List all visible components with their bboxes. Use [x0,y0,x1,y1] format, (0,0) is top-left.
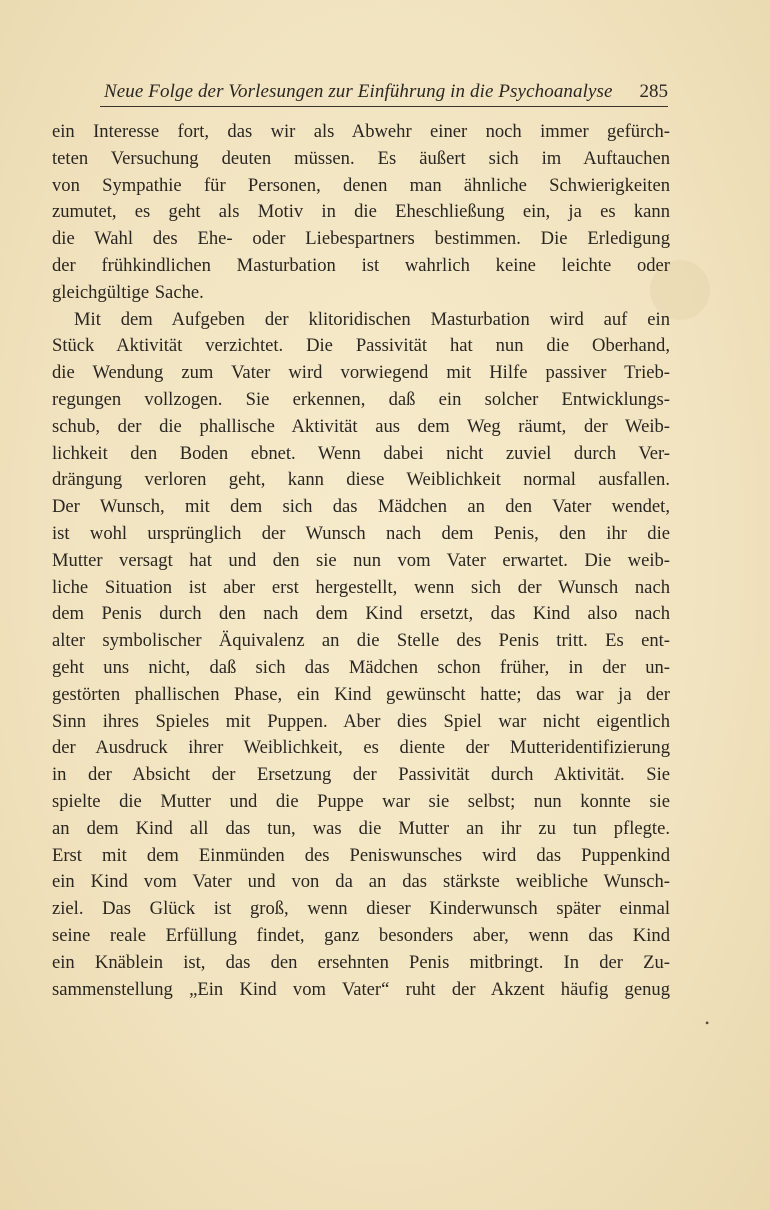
text-line: Mutter versagt hat und den sie nun vom Vater erwartet. Die weib- [52,549,670,571]
text-line: zumutet, es geht als Motiv in die Eheschließung ein, ja es kann [52,201,670,223]
running-header-title: Neue Folge der Vorlesungen zur Einführung in die Psychoanalyse [104,81,613,102]
text-line: geht uns nicht, daß sich das Mädchen schon früher, in der un- [52,656,670,678]
text-line: sammenstellung „Ein Kind vom Vater“ ruht der Akzent häufig genug [52,978,670,1000]
text-line: spielte die Mutter und die Puppe war sie selbst; nun konnte sie [52,790,670,812]
text-line: ein Interesse fort, das wir als Abwehr einer noch immer gefürch- [52,121,670,142]
text-line: Stück Aktivität verzichtet. Die Passivität hat nun die Oberhand, [52,335,670,357]
text-line: liche Situation ist aber erst hergestellt, wenn sich der Wunsch nach [52,576,670,598]
text-line: Sinn ihres Spieles mit Puppen. Aber dies Spiel war nicht eigentlich [52,710,670,732]
text-line: von Sympathie für Personen, denen man ähnliche Schwierigkeiten [52,174,670,196]
ink-speck: • [705,1016,710,1030]
text-line: der Ausdruck ihrer Weiblichkeit, es diente der Mutteridentifizierung [52,737,670,759]
body-text [52,119,670,1003]
text-line: teten Versuchung deuten müssen. Es äußert sich im Auftauchen [52,147,670,169]
page-number: 285 [639,81,668,102]
text-line-paragraph-end: gleichgültige Sache. [52,281,204,303]
text-line: drängung verloren geht, kann diese Weiblichkeit normal ausfallen. [52,469,670,491]
text-line: seine reale Erfüllung findet, ganz besonders aber, wenn das Kind [52,924,670,946]
text-line: ziel. Das Glück ist groß, wenn dieser Kinderwunsch später einmal [52,898,670,920]
text-line: Der Wunsch, mit dem sich das Mädchen an den Vater wendet, [52,496,670,518]
text-line: regungen vollzogen. Sie erkennen, daß ein solcher Entwicklungs- [52,388,670,410]
text-line: in der Absicht der Ersetzung der Passivität durch Aktivität. Sie [52,764,670,786]
running-header [100,78,668,107]
text-line: an dem Kind all das tun, was die Mutter an ihr zu tun pflegte. [52,817,670,839]
text-line: schub, der die phallische Aktivität aus dem Weg räumt, der Weib- [52,415,670,437]
text-line: ist wohl ursprünglich der Wunsch nach dem Penis, den ihr die [52,522,670,544]
text-line: dem Penis durch den nach dem Kind ersetzt, das Kind also nach [52,603,670,625]
text-line: alter symbolischer Äquivalenz an die Stelle des Penis tritt. Es ent- [52,630,670,652]
text-line-paragraph-start: Mit dem Aufgeben der klitoridischen Masturbation wird auf ein [74,308,670,330]
text-line: ein Kind vom Vater und von da an das stärkste weibliche Wunsch- [52,871,670,893]
text-line: lichkeit den Boden ebnet. Wenn dabei nicht zuviel durch Ver- [52,442,670,464]
text-line: die Wahl des Ehe- oder Liebespartners bestimmen. Die Erledigung [52,228,670,250]
text-line: der frühkindlichen Masturbation ist wahrlich keine leichte oder [52,254,670,276]
text-line: ein Knäblein ist, das den ersehnten Penis mitbringt. In der Zu- [52,951,670,973]
text-line: die Wendung zum Vater wird vorwiegend mit Hilfe passiver Trieb- [52,362,670,384]
text-line: gestörten phallischen Phase, ein Kind gewünscht hatte; das war ja der [52,683,670,705]
text-line: Erst mit dem Einmünden des Peniswunsches wird das Puppenkind [52,844,670,866]
